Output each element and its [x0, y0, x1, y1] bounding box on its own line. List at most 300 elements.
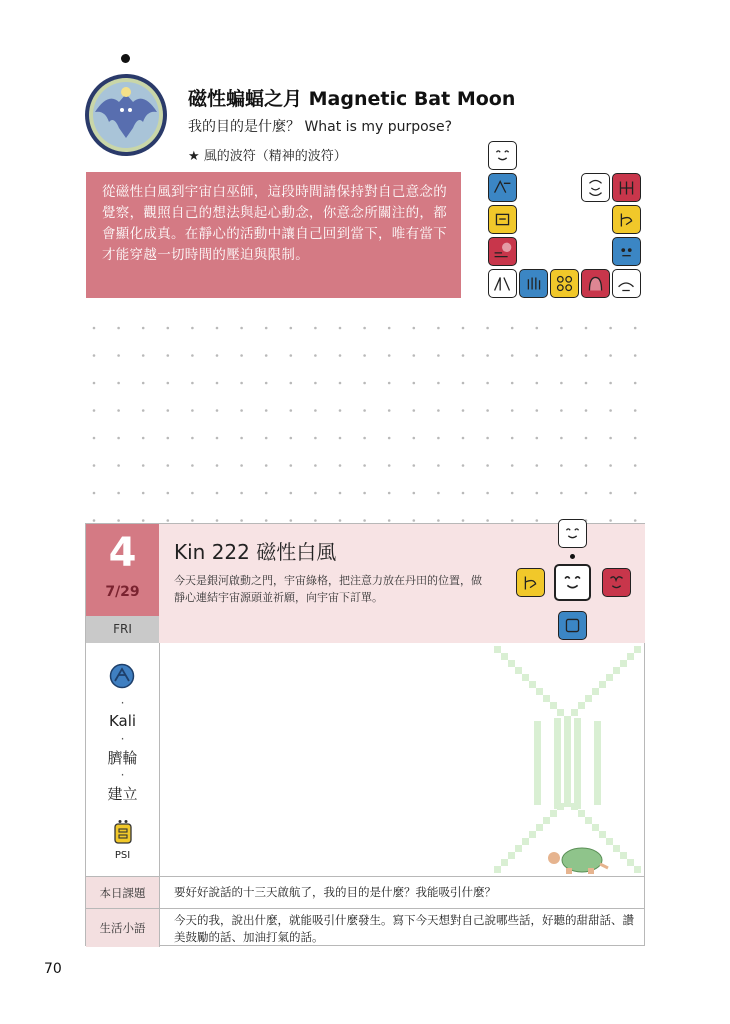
- pattern-cell: [592, 824, 599, 831]
- grid-dot: [314, 409, 317, 412]
- grid-dot: [191, 354, 194, 357]
- grid-dot: [290, 327, 293, 330]
- pattern-cell: [564, 786, 571, 793]
- pattern-cell: [574, 767, 581, 774]
- life-tip-row: [86, 908, 645, 947]
- pattern-cell: [550, 810, 557, 817]
- grid-dot: [240, 409, 243, 412]
- grid-dot: [363, 437, 366, 440]
- guide-wind-glyph-icon: [558, 519, 587, 548]
- pattern-cell: [594, 798, 601, 805]
- grid-dot: [314, 437, 317, 440]
- pattern-cell: [554, 739, 561, 746]
- grid-dot: [191, 409, 194, 412]
- grid-dot: [536, 382, 539, 385]
- day-sidebar: [86, 643, 160, 876]
- grid-dot: [388, 464, 391, 467]
- pattern-cell: [501, 859, 508, 866]
- pattern-cell: [564, 800, 571, 807]
- grid-dot: [240, 437, 243, 440]
- moon-question: 我的目的是什麼？ What is my purpose?: [188, 119, 452, 135]
- grid-dot: [216, 464, 219, 467]
- grid-dot: [536, 354, 539, 357]
- pattern-cell: [554, 795, 561, 802]
- pattern-cell: [634, 646, 641, 653]
- grid-dot: [634, 354, 637, 357]
- day-card: [85, 523, 645, 946]
- pattern-cell: [554, 781, 561, 788]
- grid-dot: [265, 519, 268, 522]
- pattern-cell: [554, 753, 561, 760]
- pattern-cell: [564, 751, 571, 758]
- pattern-cell: [536, 688, 543, 695]
- pattern-cell: [585, 695, 592, 702]
- grid-dot: [560, 354, 563, 357]
- grid-dot: [339, 382, 342, 385]
- grid-dot: [142, 382, 145, 385]
- grid-dot: [265, 327, 268, 330]
- destiny-wind-glyph-icon: [554, 564, 591, 601]
- grid-dot: [240, 327, 243, 330]
- deity-symbol-icon: [109, 663, 135, 689]
- pattern-cell: [613, 845, 620, 852]
- grid-dot: [216, 519, 219, 522]
- pattern-cell: [522, 674, 529, 681]
- pattern-cell: [554, 725, 561, 732]
- pattern-cell: [627, 859, 634, 866]
- grid-dot: [560, 437, 563, 440]
- grid-dot: [117, 409, 120, 412]
- pattern-cell: [594, 735, 601, 742]
- pattern-cell: [594, 770, 601, 777]
- grid-dot: [536, 437, 539, 440]
- grid-dot: [511, 464, 514, 467]
- serpent-glyph-icon: [488, 237, 517, 266]
- grid-dot: [339, 464, 342, 467]
- pattern-cell: [574, 781, 581, 788]
- grid-dot: [413, 327, 416, 330]
- grid-dot: [585, 382, 588, 385]
- grid-dot: [486, 354, 489, 357]
- pattern-cell: [543, 817, 550, 824]
- grid-dot: [167, 437, 170, 440]
- pattern-cell: [554, 802, 561, 809]
- daily-topic-label: 本日課題: [86, 877, 160, 909]
- grid-dot: [634, 382, 637, 385]
- grid-dot: [93, 354, 96, 357]
- pattern-cell: [574, 802, 581, 809]
- grid-dot: [437, 382, 440, 385]
- dog-glyph-icon: [612, 269, 641, 298]
- pattern-cell: [534, 742, 541, 749]
- grid-dot: [413, 464, 416, 467]
- worldbridger-glyph-icon: [488, 269, 517, 298]
- monkey-glyph-icon: [612, 237, 641, 266]
- grid-dot: [363, 519, 366, 522]
- pattern-cell: [534, 763, 541, 770]
- pattern-cell: [574, 760, 581, 767]
- grid-dot: [167, 354, 170, 357]
- pattern-cell: [534, 777, 541, 784]
- grid-dot: [585, 464, 588, 467]
- pattern-cell: [599, 831, 606, 838]
- grid-dot: [167, 464, 170, 467]
- turtle-icon: [542, 840, 614, 876]
- pattern-cell: [564, 765, 571, 772]
- grid-dot: [388, 519, 391, 522]
- pattern-cell: [543, 695, 550, 702]
- grid-dot: [634, 437, 637, 440]
- pattern-cell: [594, 791, 601, 798]
- grid-dot: [634, 519, 637, 522]
- grid-dot: [486, 327, 489, 330]
- grid-dot: [167, 409, 170, 412]
- grid-dot: [462, 464, 465, 467]
- grid-dot: [511, 382, 514, 385]
- dot-grid-notes: [90, 324, 650, 524]
- grid-dot: [486, 519, 489, 522]
- pattern-cell: [515, 667, 522, 674]
- grid-dot: [314, 492, 317, 495]
- grid-dot: [191, 437, 194, 440]
- grid-dot: [388, 437, 391, 440]
- grid-dot: [486, 382, 489, 385]
- weekday-box: [86, 616, 159, 643]
- pattern-cell: [564, 758, 571, 765]
- pattern-cell: [594, 749, 601, 756]
- life-tip-label: 生活小語: [86, 909, 160, 947]
- grid-dot: [142, 437, 145, 440]
- grid-dot: [437, 354, 440, 357]
- grid-dot: [93, 492, 96, 495]
- grid-dot: [363, 382, 366, 385]
- page-number: 70: [44, 961, 62, 977]
- pattern-cell: [534, 756, 541, 763]
- grid-dot: [142, 354, 145, 357]
- pattern-cell: [534, 749, 541, 756]
- pattern-cell: [534, 791, 541, 798]
- grid-dot: [388, 354, 391, 357]
- grid-dot: [117, 382, 120, 385]
- pattern-cell: [606, 674, 613, 681]
- pattern-cell: [494, 866, 501, 873]
- grid-dot: [437, 327, 440, 330]
- pattern-cell: [564, 793, 571, 800]
- grid-dot: [609, 437, 612, 440]
- grid-dot: [511, 519, 514, 522]
- pattern-cell: [529, 681, 536, 688]
- pattern-cell: [594, 742, 601, 749]
- kin-title: Kin 222 磁性白風: [174, 540, 337, 564]
- grid-dot: [117, 492, 120, 495]
- occult-night-glyph-icon: [558, 611, 587, 640]
- pattern-cell: [574, 718, 581, 725]
- grid-dot: [290, 519, 293, 522]
- grid-dot: [240, 492, 243, 495]
- chakra-name: 臍輪: [107, 749, 138, 767]
- pattern-cell: [574, 746, 581, 753]
- grid-dot: [609, 382, 612, 385]
- grid-dot: [486, 437, 489, 440]
- grid-dot: [363, 354, 366, 357]
- daily-topic-text: 要好好說話的十三天啟航了，我的目的是什麼？我能吸引什麼？: [174, 885, 496, 899]
- pattern-cell: [594, 763, 601, 770]
- grid-dot: [142, 519, 145, 522]
- grid-dot: [388, 327, 391, 330]
- grid-dot: [339, 492, 342, 495]
- grid-dot: [93, 519, 96, 522]
- pattern-cell: [554, 774, 561, 781]
- grid-dot: [191, 327, 194, 330]
- pattern-cell: [571, 709, 578, 716]
- grid-dot: [216, 409, 219, 412]
- grid-dot: [240, 382, 243, 385]
- day-number-box: [86, 524, 159, 616]
- wind-glyph-icon: [488, 141, 517, 170]
- pattern-cell: [554, 732, 561, 739]
- night-glyph-icon: [488, 173, 517, 202]
- pattern-cell: [634, 866, 641, 873]
- grid-dot: [413, 409, 416, 412]
- pattern-cell: [529, 831, 536, 838]
- pattern-cell: [574, 788, 581, 795]
- pattern-cell: [578, 702, 585, 709]
- grid-dot: [93, 464, 96, 467]
- daily-topic-row: [86, 876, 645, 909]
- grid-dot: [511, 437, 514, 440]
- pattern-cell: [574, 774, 581, 781]
- intro-box: [86, 172, 461, 298]
- grid-dot: [388, 409, 391, 412]
- pattern-cell: [554, 760, 561, 767]
- grid-dot: [609, 492, 612, 495]
- pattern-cell: [594, 777, 601, 784]
- pattern-cell: [574, 725, 581, 732]
- life-tip-text: 今天的我，說出什麼，就能吸引什麼發生。寫下今天想對自己說哪些話，好聽的甜甜話、讚美鼓勵的話、加油打氣的話。: [174, 913, 634, 944]
- pattern-cell: [564, 772, 571, 779]
- seed-glyph-icon: [488, 205, 517, 234]
- grid-dot: [413, 492, 416, 495]
- grid-dot: [462, 327, 465, 330]
- grid-dot: [240, 519, 243, 522]
- grid-dot: [536, 492, 539, 495]
- grid-dot: [511, 354, 514, 357]
- pattern-cell: [534, 728, 541, 735]
- pattern-cell: [494, 646, 501, 653]
- pattern-cell: [534, 770, 541, 777]
- pattern-cell: [574, 795, 581, 802]
- grid-dot: [437, 492, 440, 495]
- pattern-cell: [627, 653, 634, 660]
- grid-dot: [93, 327, 96, 330]
- grid-dot: [634, 464, 637, 467]
- pattern-cell: [564, 779, 571, 786]
- grid-dot: [560, 382, 563, 385]
- grid-dot: [413, 519, 416, 522]
- grid-dot: [585, 354, 588, 357]
- pattern-cell: [534, 735, 541, 742]
- grid-dot: [167, 327, 170, 330]
- grid-dot: [609, 354, 612, 357]
- kin-description: 今天是銀河啟動之門，宇宙綠格，把注意力放在丹田的位置，做靜心連結宇宙源頭並祈願，向宇宙下訂單。: [174, 574, 482, 604]
- wavespell-label: ★ 風的波符（精神的波符）: [188, 149, 347, 164]
- grid-dot: [462, 382, 465, 385]
- grid-dot: [290, 437, 293, 440]
- grid-dot: [536, 519, 539, 522]
- tone-dot: [570, 554, 575, 559]
- pattern-cell: [515, 845, 522, 852]
- pattern-cell: [599, 681, 606, 688]
- pattern-cell: [501, 653, 508, 660]
- pattern-cell: [574, 732, 581, 739]
- grid-dot: [314, 519, 317, 522]
- pattern-cell: [594, 721, 601, 728]
- grid-dot: [437, 519, 440, 522]
- grid-dot: [265, 464, 268, 467]
- grid-dot: [290, 409, 293, 412]
- grid-dot: [609, 327, 612, 330]
- skywalker-glyph-icon: [612, 173, 641, 202]
- grid-dot: [142, 464, 145, 467]
- wizard-glyph-icon: [581, 173, 610, 202]
- grid-dot: [290, 464, 293, 467]
- deity-name: Kali: [108, 712, 137, 730]
- grid-dot: [117, 464, 120, 467]
- pattern-cell: [536, 824, 543, 831]
- grid-dot: [339, 354, 342, 357]
- grid-dot: [437, 464, 440, 467]
- grid-dot: [634, 409, 637, 412]
- pattern-cell: [554, 718, 561, 725]
- pattern-cell: [557, 709, 564, 716]
- pattern-cell: [574, 753, 581, 760]
- grid-dot: [191, 492, 194, 495]
- intro-text: 從磁性白風到宇宙白巫師，這段時間請保持對自己意念的覺察，觀照自己的想法與起心動念，你意念所關注的，都會顯化成真。在靜心的活動中讓自己回到當下，唯有當下才能穿越一切時間的壓迫與限制。: [102, 184, 447, 263]
- pattern-cell: [613, 667, 620, 674]
- grid-dot: [363, 464, 366, 467]
- grid-dot: [413, 354, 416, 357]
- grid-dot: [216, 354, 219, 357]
- grid-dot: [536, 327, 539, 330]
- grid-dot: [191, 382, 194, 385]
- grid-dot: [290, 492, 293, 495]
- grid-dot: [585, 327, 588, 330]
- pattern-cell: [592, 688, 599, 695]
- moon-tone-dot: [121, 54, 130, 63]
- grid-dot: [560, 492, 563, 495]
- grid-dot: [462, 354, 465, 357]
- grid-dot: [265, 354, 268, 357]
- plasma-label: PSI: [114, 850, 131, 861]
- grid-dot: [536, 409, 539, 412]
- bat-moon-icon: [83, 72, 169, 158]
- grid-dot: [634, 327, 637, 330]
- hand-glyph-icon: [519, 269, 548, 298]
- grid-dot: [191, 464, 194, 467]
- grid-dot: [413, 382, 416, 385]
- grid-dot: [609, 464, 612, 467]
- grid-dot: [314, 382, 317, 385]
- moon-title: 磁性蝙蝠之月 Magnetic Bat Moon: [188, 88, 516, 110]
- grid-dot: [560, 464, 563, 467]
- grid-dot: [265, 382, 268, 385]
- pattern-cell: [578, 810, 585, 817]
- human-glyph-icon: [612, 205, 641, 234]
- grid-dot: [339, 409, 342, 412]
- pattern-cell: [585, 817, 592, 824]
- grid-dot: [314, 464, 317, 467]
- separator-dot: ·: [120, 768, 125, 782]
- grid-dot: [314, 327, 317, 330]
- pattern-cell: [508, 852, 515, 859]
- grid-dot: [93, 437, 96, 440]
- grid-dot: [560, 327, 563, 330]
- plasma-icon: [113, 819, 133, 845]
- pattern-cell: [534, 721, 541, 728]
- grid-dot: [117, 354, 120, 357]
- action-word: 建立: [107, 785, 138, 803]
- grid-dot: [240, 354, 243, 357]
- grid-dot: [265, 437, 268, 440]
- grid-dot: [167, 492, 170, 495]
- grid-dot: [117, 437, 120, 440]
- grid-dot: [216, 492, 219, 495]
- grid-dot: [462, 519, 465, 522]
- separator-dot: ·: [120, 696, 125, 710]
- grid-dot: [363, 492, 366, 495]
- star-glyph-icon: [550, 269, 579, 298]
- grid-dot: [609, 519, 612, 522]
- grid-dot: [117, 327, 120, 330]
- grid-dot: [216, 437, 219, 440]
- pattern-cell: [522, 838, 529, 845]
- grid-dot: [585, 409, 588, 412]
- day-number: 4: [108, 530, 137, 576]
- grid-dot: [437, 437, 440, 440]
- grid-dot: [142, 492, 145, 495]
- day-date: 7/29: [105, 584, 140, 600]
- grid-dot: [216, 382, 219, 385]
- grid-dot: [585, 492, 588, 495]
- grid-dot: [609, 409, 612, 412]
- grid-dot: [388, 492, 391, 495]
- pattern-cell: [554, 746, 561, 753]
- grid-dot: [486, 409, 489, 412]
- pattern-cell: [554, 788, 561, 795]
- grid-dot: [462, 409, 465, 412]
- grid-dot: [363, 327, 366, 330]
- grid-dot: [142, 409, 145, 412]
- pattern-cell: [508, 660, 515, 667]
- grid-dot: [388, 382, 391, 385]
- pattern-cell: [554, 767, 561, 774]
- grid-dot: [339, 327, 342, 330]
- pattern-cell: [564, 730, 571, 737]
- weekday-label: FRI: [113, 622, 132, 636]
- grid-dot: [216, 327, 219, 330]
- grid-dot: [511, 492, 514, 495]
- grid-dot: [339, 519, 342, 522]
- grid-dot: [167, 519, 170, 522]
- grid-dot: [486, 492, 489, 495]
- grid-dot: [437, 409, 440, 412]
- pattern-cell: [534, 784, 541, 791]
- grid-dot: [240, 464, 243, 467]
- grid-dot: [511, 409, 514, 412]
- pattern-cell: [620, 660, 627, 667]
- grid-dot: [93, 409, 96, 412]
- pattern-cell: [594, 784, 601, 791]
